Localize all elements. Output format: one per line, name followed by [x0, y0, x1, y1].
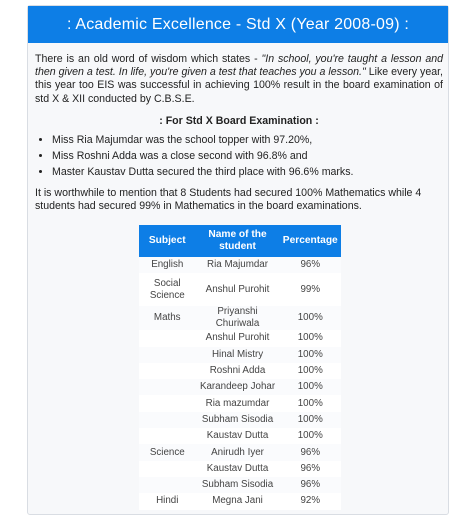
- cell-subject: [139, 412, 196, 428]
- header-subject: Subject: [139, 225, 196, 257]
- table-row: [139, 257, 341, 273]
- cell-subject: [139, 363, 196, 379]
- cell-percentage: 100%: [280, 412, 341, 428]
- cell-student-name: Roshni Adda: [196, 363, 280, 379]
- table-row: [139, 461, 341, 477]
- cell-percentage: 100%: [280, 363, 341, 379]
- table-row: [139, 428, 341, 444]
- table-row: [139, 273, 341, 306]
- content-panel: [27, 5, 449, 515]
- cell-subject: [139, 379, 196, 395]
- cell-student-name: Anirudh Iyer: [196, 444, 280, 460]
- cell-student-name: Ria Majumdar: [196, 257, 280, 273]
- cell-subject: Social Science: [139, 273, 196, 306]
- page-title: : Academic Excellence - Std X (Year 2008-09) :: [28, 6, 448, 43]
- cell-subject: [139, 477, 196, 493]
- cell-subject: [139, 395, 196, 411]
- cell-percentage: 99%: [280, 273, 341, 306]
- table-row: [139, 395, 341, 411]
- cell-subject: English: [139, 257, 196, 273]
- cell-student-name: Anshul Purohit: [196, 330, 280, 346]
- intro-before: There is an old word of wisdom which states -: [35, 53, 262, 65]
- article-body: [35, 53, 443, 213]
- cell-percentage: 96%: [280, 444, 341, 460]
- cell-student-name: Anshul Purohit: [196, 273, 280, 306]
- cell-percentage: 92%: [280, 493, 341, 509]
- cell-student-name: Priyanshi Churiwala: [196, 306, 280, 330]
- table-row: [139, 330, 341, 346]
- results-table-wrapper: [139, 225, 341, 510]
- cell-subject: [139, 461, 196, 477]
- cell-student-name: Ria mazumdar: [196, 395, 280, 411]
- cell-student-name: Kaustav Dutta: [196, 461, 280, 477]
- cell-percentage: 100%: [280, 330, 341, 346]
- cell-percentage: 100%: [280, 428, 341, 444]
- table-body: [139, 257, 341, 510]
- cell-subject: Maths: [139, 306, 196, 330]
- header-percentage: Percentage: [280, 225, 341, 257]
- table-row: [139, 363, 341, 379]
- list-item: • Miss Ria Majumdar was the school topper with 97.20%,: [52, 134, 443, 147]
- toppers-list: [35, 134, 443, 180]
- cell-percentage: 100%: [280, 347, 341, 363]
- cell-subject: [139, 347, 196, 363]
- cell-percentage: 100%: [280, 379, 341, 395]
- cell-student-name: Subham Sisodia: [196, 412, 280, 428]
- table-row: [139, 412, 341, 428]
- cell-subject: [139, 330, 196, 346]
- intro-paragraph: [35, 53, 443, 106]
- cell-student-name: Kaustav Dutta: [196, 428, 280, 444]
- cell-student-name: Karandeep Johar: [196, 379, 280, 395]
- cell-percentage: 100%: [280, 395, 341, 411]
- cell-percentage: 96%: [280, 477, 341, 493]
- cell-percentage: 100%: [280, 306, 341, 330]
- cell-subject: Hindi: [139, 493, 196, 509]
- intro-quote: "In school, you're taught a lesson and then given a test. In life, you're given a test that teaches you a lesson.": [35, 53, 443, 79]
- list-item: • Master Kaustav Dutta secured the third place with 96.6% marks.: [52, 166, 443, 179]
- table-row: [139, 347, 341, 363]
- table-row: [139, 477, 341, 493]
- cell-subject: Science: [139, 444, 196, 460]
- results-table: [139, 225, 341, 510]
- cell-student-name: Megna Jani: [196, 493, 280, 509]
- cell-student-name: Subham Sisodia: [196, 477, 280, 493]
- table-row: [139, 306, 341, 330]
- intro-after: Like every year, this year too EIS was successful in achieving 100% result in the board examination of std X & XII conducted by C.B.S.E.: [35, 66, 443, 105]
- table-row: [139, 379, 341, 395]
- table-header-row: [139, 225, 341, 257]
- list-item: • Miss Roshni Adda was a close second with 96.8% and: [52, 150, 443, 163]
- table-row: [139, 493, 341, 509]
- cell-subject: [139, 428, 196, 444]
- cell-percentage: 96%: [280, 257, 341, 273]
- cell-percentage: 96%: [280, 461, 341, 477]
- cell-student-name: Hinal Mistry: [196, 347, 280, 363]
- section-heading: : For Std X Board Examination :: [159, 114, 319, 127]
- table-row: [139, 444, 341, 460]
- mention-paragraph: It is worthwhile to mention that 8 Students had secured 100% Mathematics while 4 students had secured 99% in Mathematics in the board examinations.: [35, 186, 422, 212]
- header-student-name: Name of the student: [196, 225, 280, 257]
